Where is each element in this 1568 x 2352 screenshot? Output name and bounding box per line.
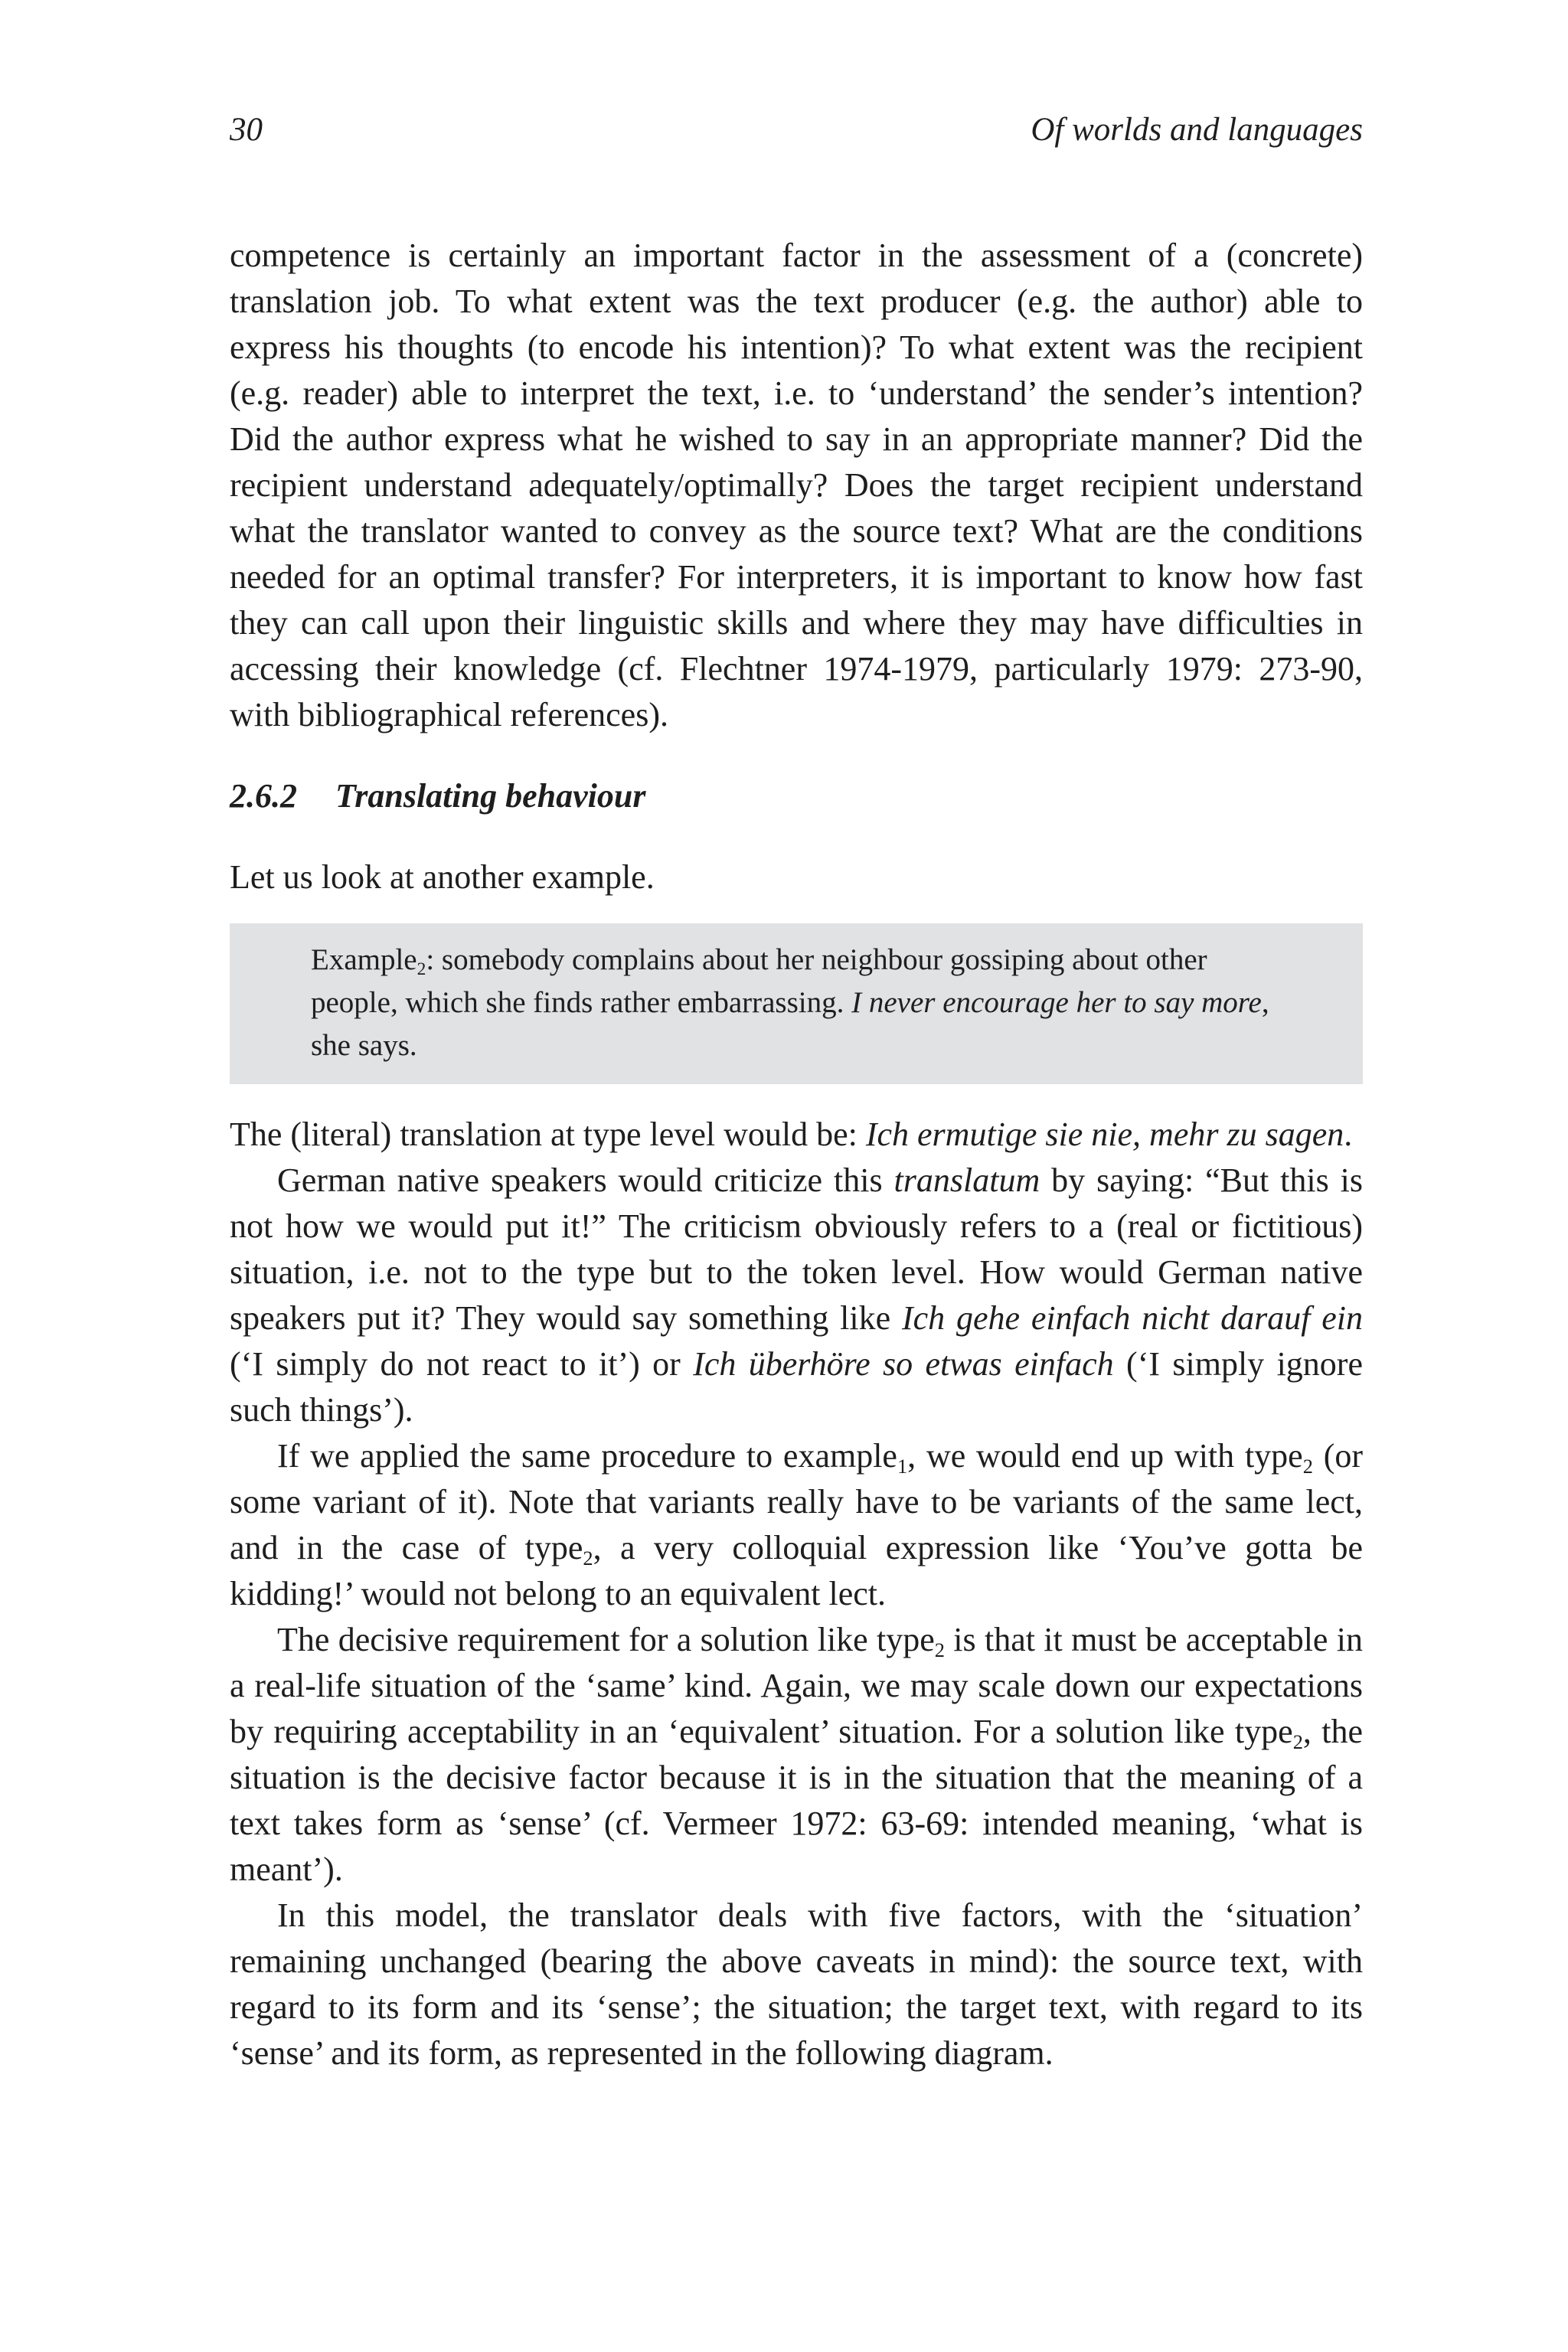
paragraph-text: by saying: “But this is not how we would put it!” The criticism obviously refers to a (real or fictitious) situation, i.e. not to the type but to the token level. How would German native speakers put it? They would say something like <box>230 1161 1364 1337</box>
paragraph-text: (or some variant of it). Note that variants really have to be variants of the same lect, and in the case of type <box>230 1437 1363 1566</box>
paragraph-text: , a very colloquial expression like ‘You’ve gotta be kidding!’ would not belong to an equivalent lect. <box>230 1529 1363 1612</box>
subscript: 2 <box>583 1546 593 1570</box>
paragraph-same-procedure <box>230 1433 1363 1617</box>
german-phrase: Ich überhöre so etwas einfach <box>693 1345 1114 1383</box>
paragraph-decisive-requirement <box>230 1617 1363 1893</box>
book-page <box>230 107 1363 2076</box>
paragraph-continued-text: competence is certainly an important factor in the assessment of a (concrete) translation job. To what extent was the text producer (e.g. the author) able to express his thoughts (to encode his intention)? To what extent was the recipient (e.g. reader) able to interpret the text, i.e. to ‘understand’ the sender’s intention? Did the author express what he wished to say in an appropriate manner? Did the recipient understand adequately/optimally? Does the target recipient understand what the translator wanted to convey as the source text? What are the conditions needed for an optimal transfer? For interpreters, it is important to know how fast they can call upon their linguistic skills and where they may have difficulties in accessing their knowledge (cf. Flechtner 1974-1979, particularly 1979: 273-90, with bibliographical references). <box>230 237 1363 733</box>
example-label-subscript: 2 <box>416 959 426 980</box>
paragraph-text: (‘I simply ignore such things’). <box>230 1345 1363 1429</box>
page-number: 30 <box>230 112 263 148</box>
paragraph-literal-translation <box>230 1112 1363 1158</box>
german-phrase: Ich gehe einfach nicht darauf ein <box>901 1299 1364 1337</box>
term-translatum: translatum <box>893 1161 1040 1199</box>
paragraph-continued <box>230 233 1363 738</box>
paragraph-text: . <box>1344 1116 1353 1153</box>
subscript: 2 <box>1302 1454 1313 1478</box>
running-head <box>230 107 1363 153</box>
paragraph-text: , we would end up with type <box>907 1437 1303 1475</box>
section-heading <box>230 773 1363 819</box>
paragraph-text: , the situation is the decisive factor because it is in the situation that the meaning of a text takes form as ‘sense’ (cf. Vermeer 1972: 63-69: intended meaning, ‘what is meant’). <box>230 1713 1363 1888</box>
body-text <box>230 233 1363 2076</box>
intro-line: Let us look at another example. <box>230 858 655 896</box>
paragraph-text: The (literal) translation at type level would be: <box>230 1116 866 1153</box>
section-title: Translating behaviour <box>335 777 646 815</box>
paragraph-native-speakers <box>230 1158 1363 1433</box>
example-text: : somebody complains about her neighbour gossiping about other people, which she finds rather embarrassing. <box>311 943 1207 1019</box>
subscript: 1 <box>897 1454 908 1478</box>
subscript: 2 <box>1292 1730 1303 1753</box>
subscript: 2 <box>934 1638 945 1661</box>
paragraph-text: The decisive requirement for a solution like type <box>277 1621 935 1658</box>
german-phrase: Ich ermutige sie nie, mehr zu sagen <box>865 1116 1344 1153</box>
running-title: Of worlds and languages <box>1031 112 1363 148</box>
paragraph-text: is that it must be acceptable in a real-life situation of the ‘same’ kind. Again, we may scale down our expectations by requiring acceptability in an ‘equivalent’ situation. For a solution like type <box>230 1621 1363 1750</box>
paragraph-text: In this model, the translator deals with five factors, with the ‘situation’ remaining unchanged (bearing the above caveats in mind): the source text, with regard to its form and its ‘sense’; the situation; the target text, with regard to its ‘sense’ and its form, as represented in the following diagram. <box>230 1896 1363 2072</box>
section-number: 2.6.2 <box>230 777 297 815</box>
paragraph-text: German native speakers would criticize this <box>277 1161 894 1199</box>
paragraph-text: (‘I simply do not react to it’) or <box>230 1345 694 1383</box>
example-label: Example <box>311 943 417 976</box>
example-quote: I never encourage her to say more <box>851 986 1262 1019</box>
example-tail: , she says. <box>311 986 1269 1062</box>
paragraph-model <box>230 1893 1363 2076</box>
example-box <box>230 923 1363 1084</box>
paragraph-text: If we applied the same procedure to example <box>277 1437 897 1475</box>
